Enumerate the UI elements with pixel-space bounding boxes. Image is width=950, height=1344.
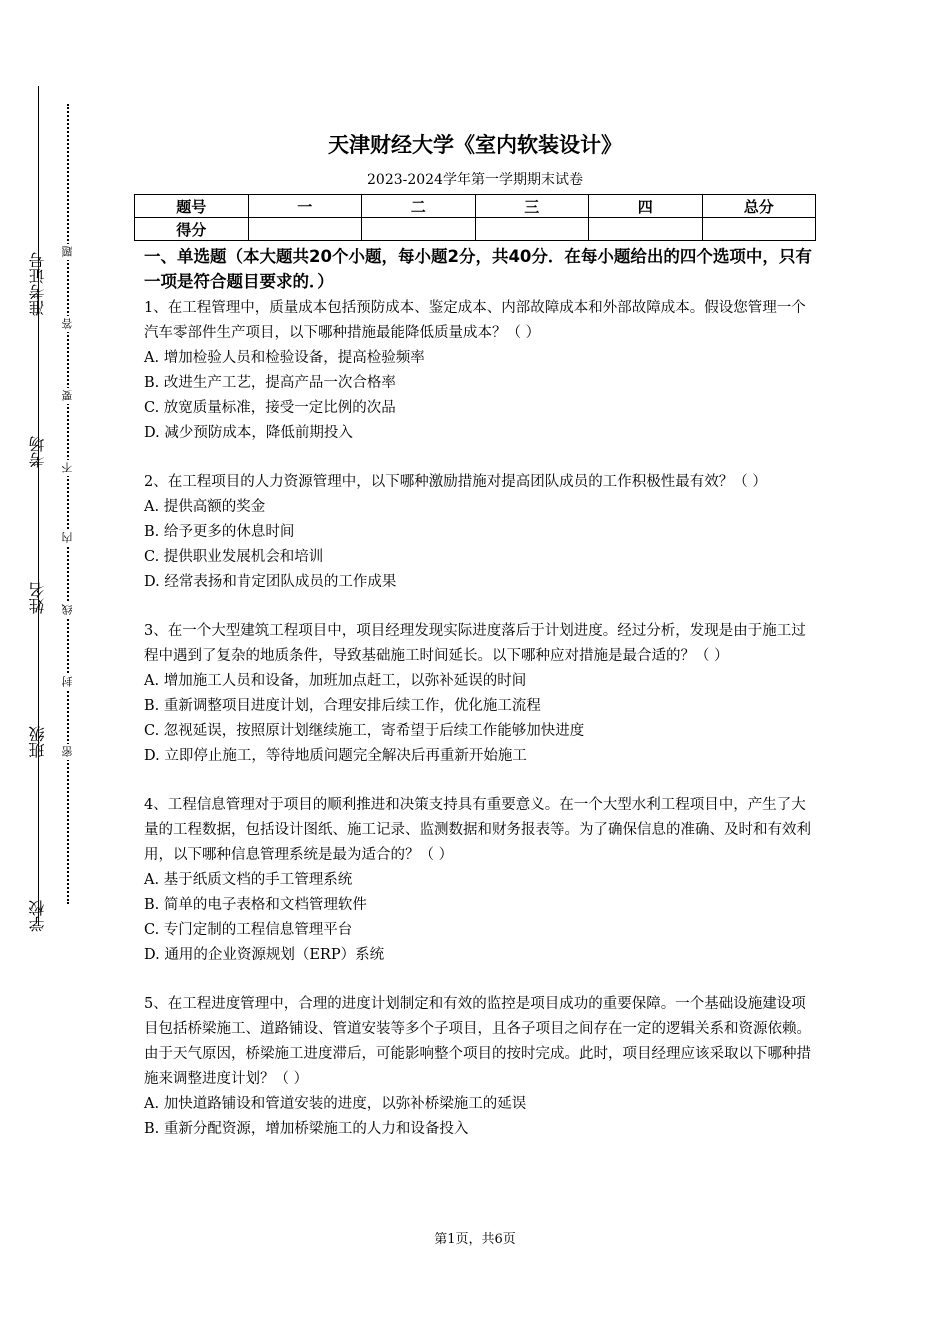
score-header-cell: 三 <box>475 195 589 218</box>
seal-dotted-line <box>67 104 69 904</box>
score-cell[interactable] <box>475 218 589 241</box>
seal-char: 题 <box>61 244 75 260</box>
question-stem: 3、在一个大型建筑工程项目中，项目经理发现实际进度落后于计划进度。经过分析，发现是由于施工过程中遇到了复杂的地质条件，导致基础施工时间延长。以下哪种应对措施是最合适的？（ ） <box>144 623 806 664</box>
label-school: 学校 <box>28 900 47 932</box>
question-option: A. 增加检验人员和检验设备，提高检验频率 <box>144 350 425 366</box>
question-option: D. 减少预防成本，降低前期投入 <box>144 425 353 441</box>
question-option: A. 增加施工人员和设备，加班加点赶工，以弥补延误的时间 <box>144 673 527 689</box>
question-option: B. 给予更多的休息时间 <box>144 524 295 540</box>
question <box>144 619 819 769</box>
question-option: B. 重新调整项目进度计划，合理安排后续工作，优化施工流程 <box>144 698 541 714</box>
question-option: A. 基于纸质文档的手工管理系统 <box>144 872 353 888</box>
question-option: C. 忽视延误，按照原计划继续施工，寄希望于后续工作能够加快进度 <box>144 723 585 739</box>
question-option: A. 加快道路铺设和管道安装的进度，以弥补桥梁施工的延误 <box>144 1096 527 1112</box>
seal-char: 密 <box>61 744 75 760</box>
score-header-cell: 四 <box>589 195 703 218</box>
question-option: D. 通用的企业资源规划（ERP）系统 <box>144 947 385 963</box>
question <box>144 992 819 1142</box>
label-exam-room: 考场 <box>28 436 47 468</box>
seal-char: 封 <box>61 674 75 690</box>
seal-char: 线 <box>61 602 75 618</box>
question-option: C. 放宽质量标准，接受一定比例的次品 <box>144 400 396 416</box>
score-header-cell: 一 <box>248 195 362 218</box>
question-option: C. 专门定制的工程信息管理平台 <box>144 922 353 938</box>
page-footer: 第1页，共6页 <box>434 1232 516 1247</box>
question-option: C. 提供职业发展机会和培训 <box>144 549 324 565</box>
exam-title: 天津财经大学《室内软装设计》 <box>328 133 622 157</box>
exam-content <box>144 244 819 1166</box>
question-stem: 4、工程信息管理对于项目的顺利推进和决策支持具有重要意义。在一个大型水利工程项目中，产生了大量的工程数据，包括设计图纸、施工记录、监测数据和财务报表等。为了确保信息的准确、及时和有效利用，以下哪种信息管理系统是最为适合的？（ ） <box>144 797 811 863</box>
question-stem: 5、在工程进度管理中，合理的进度计划制定和有效的监控是项目成功的重要保障。一个基础设施建设项目包括桥梁施工、道路铺设、管道安装等多个子项目，且各子项目之间存在一定的逻辑关系和资源依赖。由于天气原因，桥梁施工进度滞后，可能影响整个项目的按时完成。此时，项目经理应该采取以下哪种措施来调整进度计划？（ ） <box>144 996 811 1087</box>
binding-solid-line <box>38 86 39 926</box>
score-cell[interactable] <box>702 218 816 241</box>
exam-subtitle: 2023-2024学年第一学期期末试卷 <box>367 172 583 188</box>
score-header-cell: 二 <box>362 195 476 218</box>
question-option: B. 改进生产工艺，提高产品一次合格率 <box>144 375 396 391</box>
question-stem: 2、在工程项目的人力资源管理中，以下哪种激励措施对提高团队成员的工作积极性最有效？（ ） <box>144 474 767 490</box>
question-option: D. 立即停止施工，等待地质问题完全解决后再重新开始施工 <box>144 748 527 764</box>
question-option: D. 经常表扬和肯定团队成员的工作成果 <box>144 574 397 590</box>
label-name: 姓名 <box>28 582 47 614</box>
score-cell[interactable] <box>589 218 703 241</box>
score-row-label: 得分 <box>135 218 249 241</box>
score-table-score-row <box>135 218 816 241</box>
seal-char: 内 <box>61 530 75 546</box>
score-table-header-row <box>135 195 816 218</box>
label-exam-number: 准考证号 <box>28 252 47 316</box>
question <box>144 470 819 595</box>
score-table <box>134 194 816 241</box>
section-heading: 一、单选题（本大题共20个小题，每小题2分，共40分．在每小题给出的四个选项中，只有一项是符合题目要求的．） <box>144 247 812 291</box>
score-header-cell: 总分 <box>702 195 816 218</box>
score-cell[interactable] <box>362 218 476 241</box>
score-header-cell: 题号 <box>135 195 249 218</box>
question <box>144 296 819 446</box>
seal-char: 要 <box>61 388 75 404</box>
question <box>144 793 819 968</box>
score-cell[interactable] <box>248 218 362 241</box>
label-class: 班级 <box>28 726 47 758</box>
seal-char: 不 <box>61 460 75 476</box>
question-option: B. 重新分配资源，增加桥梁施工的人力和设备投入 <box>144 1121 469 1137</box>
seal-char: 答 <box>61 316 75 332</box>
question-stem: 1、在工程管理中，质量成本包括预防成本、鉴定成本、内部故障成本和外部故障成本。假设您管理一个汽车零部件生产项目，以下哪种措施最能降低质量成本？（ ） <box>144 300 806 341</box>
question-option: B. 简单的电子表格和文档管理软件 <box>144 897 367 913</box>
question-option: A. 提供高额的奖金 <box>144 499 266 515</box>
